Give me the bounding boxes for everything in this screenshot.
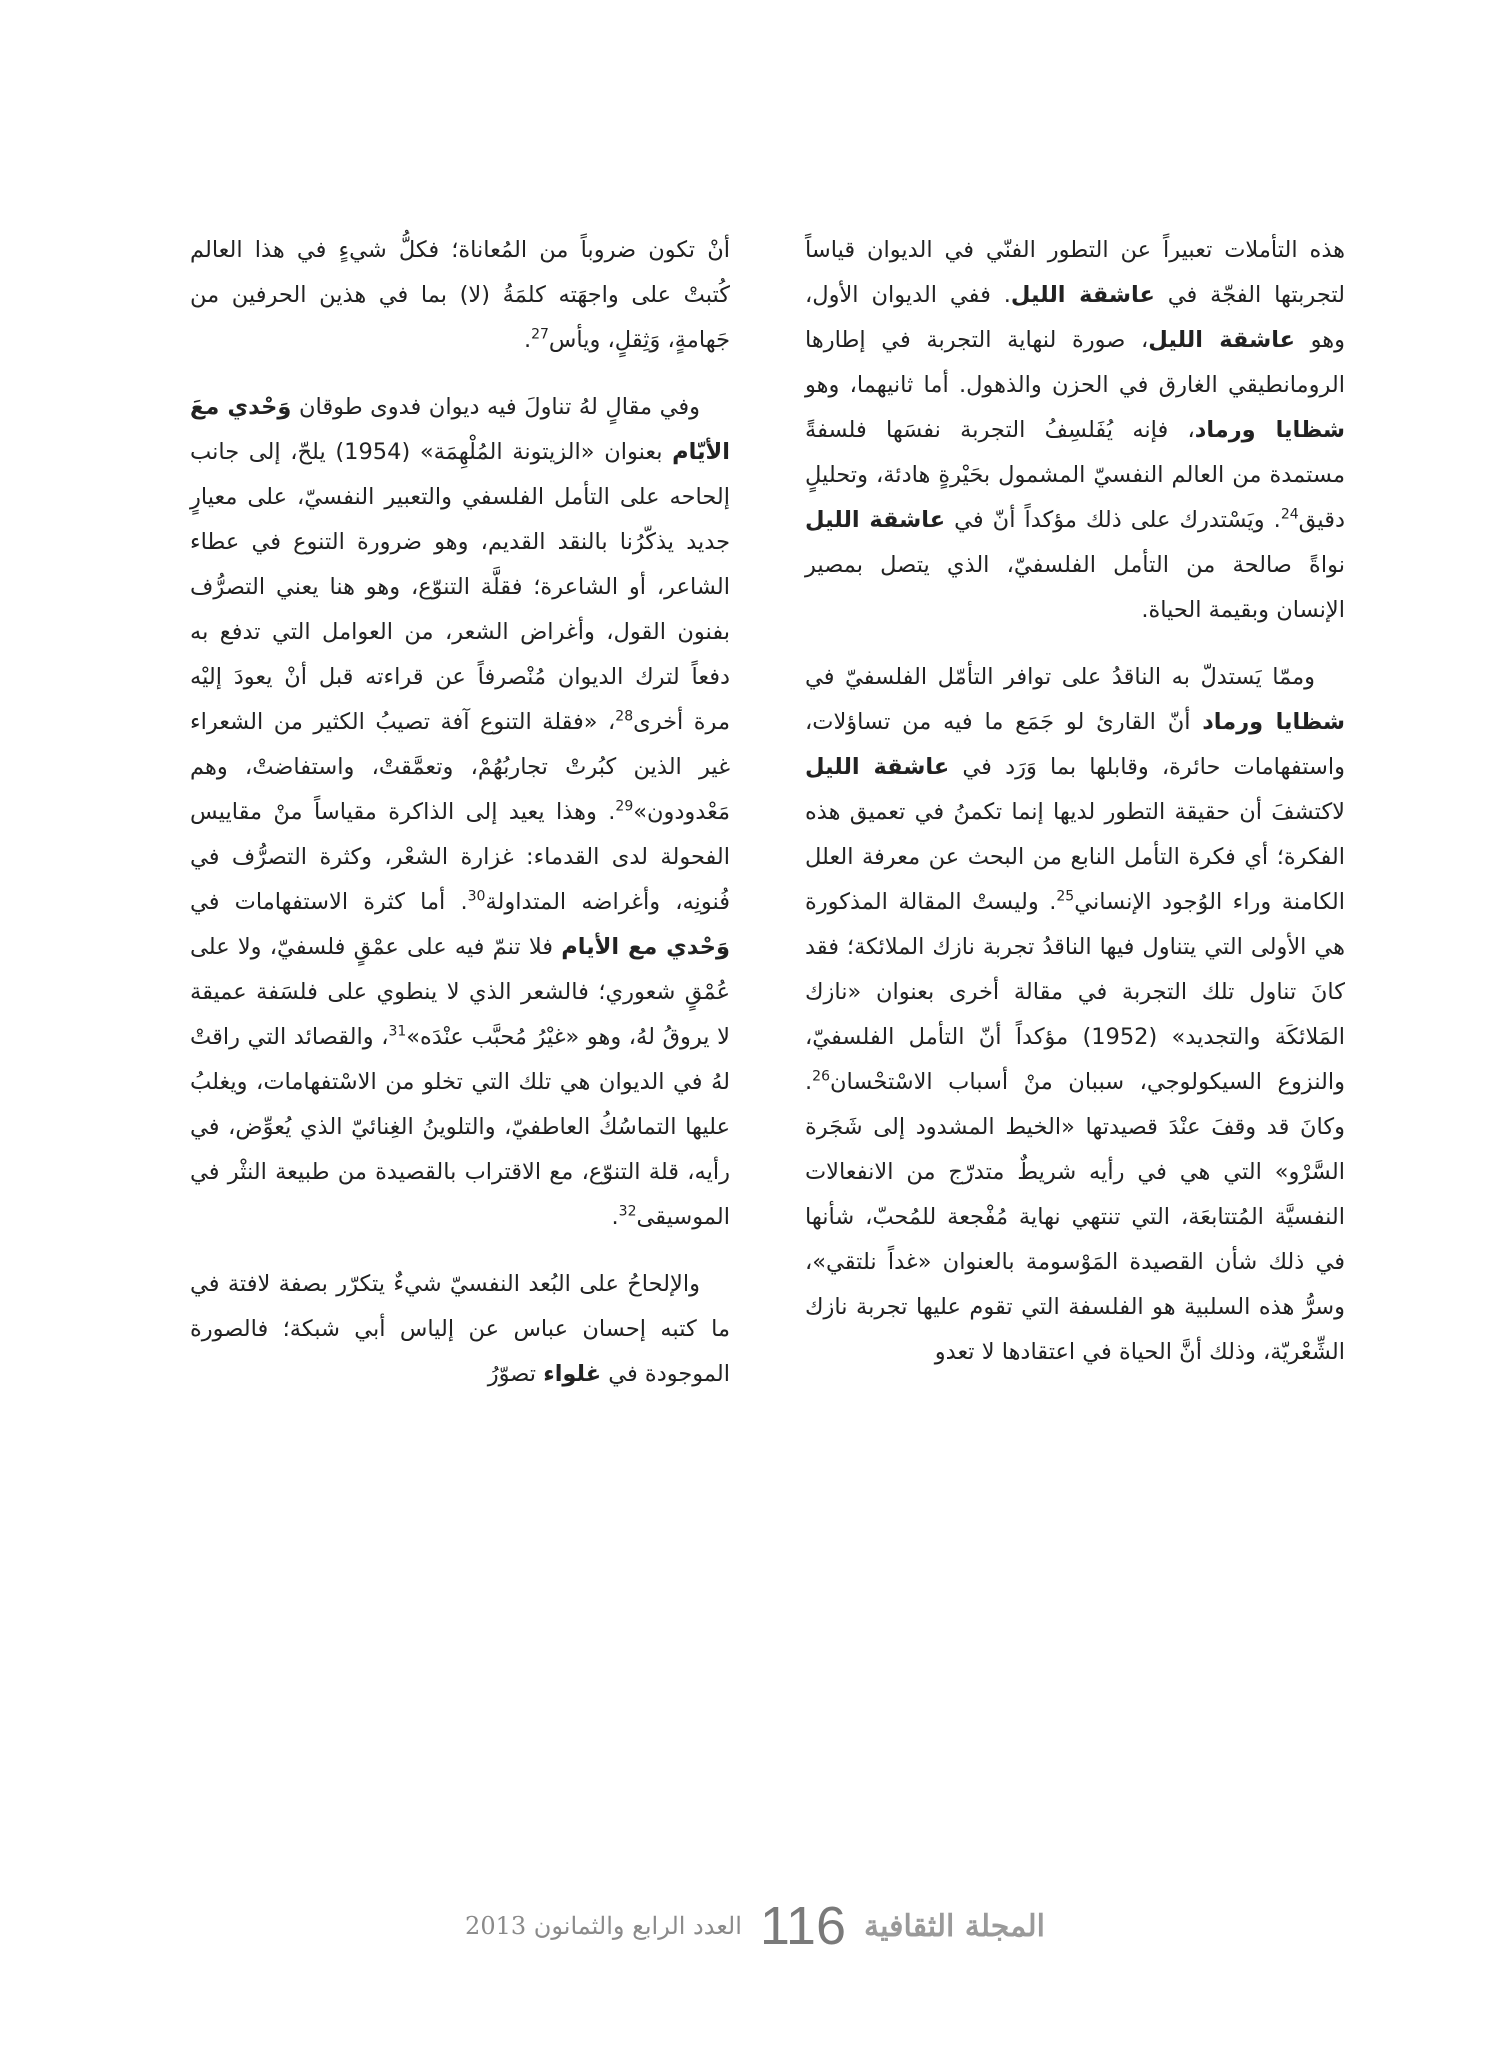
page-footer <box>440 1895 1070 1957</box>
page-number: 116 <box>759 1896 846 1956</box>
magazine-title: المجلة الثقافية <box>864 1908 1045 1944</box>
paragraph: هذه التأملات تعبيراً عن التطور الفنّي في الديوان قياساً لتجربتها الفجّة في عاشقة الليل. ففي الديوان الأول، وهو عاشقة الليل، صورة لنهاية التجربة في إطارها الرومانطيقي الغارق في الحزن والذهول. أما ثانيهما، وهو شظايا ورماد، فإنه يُفَلسِفُ التجربة نفسَها فلسفةً مستمدة من العالم النفسيّ المشمول بحَيْرةٍ هادئة، وتحليلٍ دقيق$^{24}$. ويَسْتدرك على ذلك مؤكداً أنّ في عاشقة الليل نواةً صالحة من التأمل الفلسفيّ، الذي يتصل بمصير الإنسان وبقيمة الحياة. <box>805 237 1346 623</box>
right-column <box>805 228 1345 1397</box>
left-column <box>190 228 730 1419</box>
paragraph: أنْ تكون ضروباً من المُعاناة؛ فكلُّ شيءٍ في هذا العالم كُتبتْ على واجهَته كلمَةُ (لا) بما في هذين الحرفين من جَهامةٍ، وَثِقلٍ، ويأس$^{27}$. <box>190 237 730 353</box>
issue-label: العدد الرابع والثمانون 2013 <box>465 1912 742 1940</box>
paragraph: وفي مقالٍ لهُ تناولَ فيه ديوان فدوى طوقان وَحْدي معَ الأيّام بعنوان «الزيتونة المُلْهِمَة» (1954) يلحّ، إلى جانب إلحاحه على التأمل الفلسفي والتعبير النفسيّ، على معيارٍ جديد يذكّرُنا بالنقد القديم، وهو ضرورة التنوع في عطاء الشاعر، أو الشاعرة؛ فقلَّة التنوّع، وهو هنا يعني التصرُّف بفنون القول، وأغراض الشعر، من العوامل التي تدفع به دفعاً لترك الديوان مُنْصرفاً عن قراءته قبل أنْ يعودَ إليْه مرة أخرى$^{28}$، «فقلة التنوع آفة تصيبُ الكثير من الشعراء غير الذين كبُرتْ تجاربُهُمْ، وتعمَّقتْ، واستفاضتْ، وهم مَعْدودون»$^{29}$. وهذا يعيد إلى الذاكرة مقياساً منْ مقاييس الفحولة لدى القدماء: غزارة الشعْر، وكثرة التصرُّف في فُنونِه، وأغراضه المتداولة$^{30}$. أما كثرة الاستفهامات في وَحْدي مع الأيام فلا تنمّ فيه على عمْقٍ فلسفيّ، ولا على عُمْقٍ شعوري؛ فالشعر الذي لا ينطوي على فلسَفة عميقة لا يروقُ لهُ، وهو «غيْرُ مُحبَّب عنْدَه»$^{31}$، والقصائد التي راقتْ لهُ في الديوان هي تلك التي تخلو من الاسْتفهامات، ويغلبُ عليها التماسُكُ العاطفيّ، والتلوينُ الغِنائيّ الذي يُعوِّض، في رأيه، قلة التنوّع، مع الاقتراب بالقصيدة من طبيعة النثْر في الموسيقى$^{32}$. <box>190 394 731 1230</box>
paragraph: والإلحاحُ على البُعد النفسيّ شيءٌ يتكرّر بصفة لافتة في ما كتبه إحسان عباس عن إلياس أبي شبكة؛ فالصورة الموجودة في غلواء تصوّرُ <box>190 1271 730 1387</box>
paragraph: وممّا يَستدلّ به الناقدُ على توافر التأمّل الفلسفيّ في شظايا ورماد أنّ القارئ لو جَمَع ما فيه من تساؤلات، واستفهامات حائرة، وقابلها بما وَرَد في عاشقة الليل لاكتشفَ أن حقيقة التطور لديها إنما تكمنُ في تعميق هذه الفكرة؛ أي فكرة التأمل النابع من البحث عن معرفة العلل الكامنة وراء الوُجود الإنساني$^{25}$. وليستْ المقالة المذكورة هي الأولى التي يتناول فيها الناقدُ تجربة نازك الملائكة؛ فقد كانَ تناول تلك التجربة في مقالة أخرى بعنوان «نازك المَلائكَة والتجديد» (1952) مؤكداً أنّ التأمل الفلسفيّ، والنزوع السيكولوجي، سببان منْ أسباب الاسْتحْسان$^{26}$. وكانَ قد وقفَ عنْدَ قصيدتها «الخيط المشدود إلى شَجَرة السَّرْو» التي هي في رأيه شريطٌ متدرّج من الانفعالات النفسيَّة المُتتابعَة، التي تنتهي نهاية مُفْجعة للمُحبّ، شأنها في ذلك شأن القصيدة المَوْسومة بالعنوان «غداً نلتقي»، وسرُّ هذه السلبية هو الفلسفة التي تقوم عليها تجربة نازك الشِّعْريّة، وذلك أنَّ الحياة في اعتقادها لا تعدو <box>805 664 1345 1365</box>
